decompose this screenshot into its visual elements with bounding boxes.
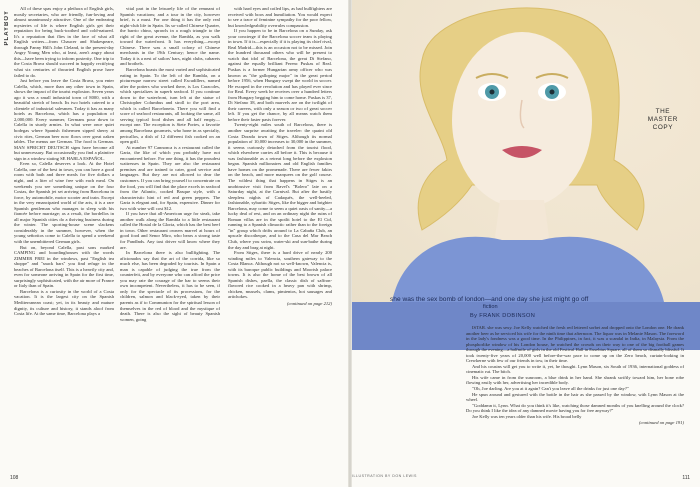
- page-number-right: 111: [682, 475, 690, 481]
- paragraph: At number 97 Cannonca is a restaurant called the Garia, the like of which you probably have not encountered before. For one thing, it has the proudest waitresses in Spain. They are also the restaurant premises and are trained to cater, good service and languages. But they are not allowed to dear the customers. If you can bring yourself to concentrate on the food, you will find that the place excels in seafood from the Atlantic, cooked Basque style, with a characteristic hint of red and green peppers. The Garia is elegant and, for Spain, expensive. Dinner for two with wine will cost $12.: [120, 144, 220, 211]
- title-line: COPY: [652, 124, 674, 131]
- paragraph: He spun around and gestured with the bottle in the hair as she passed by the window, with Lynn Mason at the wheel.: [466, 391, 684, 403]
- paragraph: If you have that all-American urge for steak, take another walk along the Rambla to a little restaurant called the Hostal de la Gloria, which has the best beef in town. Other restaurant owners marvel at hours of good food and Senor Miro, who bears a strong taste for Pandlnds. Any taxi driver will know where they are.: [120, 211, 220, 250]
- paragraph: Barcelona boasts the most varied and sophisticated eating in Spain. To the left of the Rambla, on a picturesque narrow street called Escudillers, named after the potters who worked there, is Los Caracoles, which specializes in superb seafood. If you continue down to the waterfront, turn left at the statue of Christopher Columbus and stroll to the port area, which is called Barceloneta. There you will find a score of seafood restaurants, all looking the same, all serving typical food dishes and all half empty—except one. The exception is Siete Portes, a favorite among Barcelona gourmets, who hone in as specialty, pericallos, a dish of 12 different fish cooked on an open grill.: [120, 67, 220, 145]
- paragraph: Just before you leave the Costa Brava, you enter Calella, which, more than any other town in Spain, shows the impact of the tourist explosion. Seven years ago it was a small industrial town of 8000, with a beautiful stretch of beach. Its two hotels catered to a clientele of industrial salesmen. Today it has as many hotels as Barcelona, which has a population of 2,000,000. Every summer, Germans pour down to Calella in sturdy armies. In what were once quiet bodegas where Spanish fishermen sipped sherry at civic rites, German beer now flows over great oaken tables. The menus are German. The food is German. MAN SPRICHT DEUTSCH signs have become all but unnecessary. But occasionally you find a plaintive sign in a window stating SE HABLA ESPAÑOL.: [14, 78, 114, 161]
- paragraph: Even so, Calella deserves a look. At the Hotel Calella, one of the best in town, you can have a good room with bath and three meals for five dollars a night, and a liter of wine free with each meal. On weekends you see something unique on the four Costas, the Spanish jet set arriving from Barcelona in force, by automobile, motor scooter and train. Except in the very emancipated world of the arts, it is a rare Spanish gentleman who manages to sleep with his fiancée before marriage; as a result, the bordellos in all major Spanish cities do a thriving business during the winter. The sporting-house scene slackens considerably in the summer, however, when the young señoritos come to Calella to spend a weekend with the unembittered German girls.: [14, 161, 114, 244]
- paragraph: vital part in the leisurely life of the remnant of Spanish vacations; and a tour in the city, however brief, is a must. For one thing it has the only real night-club life in Spain. Its so-called Chinese Quarter, the barrio chino, sprawls in a rough triangle to the right of the great avenue, the Rambla, as you walk toward the waterfront. It has everything—except Chinese. There was a small colony of Chinese merchants in the 19th Century; hence the name. Today it is a nest of sailors' bars, night clubs, cabarets and brothels.: [120, 6, 220, 67]
- story-title: [648, 108, 678, 132]
- title-line: THE: [655, 108, 671, 115]
- article-column-1: [14, 6, 114, 476]
- paragraph: "Goddamn it, Lynn. What do you think it's like, watching those damned months of you knelling around the clock? Do you think I like the idea of any damned movie having you for free anyway?": [466, 402, 684, 414]
- continued-note: (continued on page 212): [286, 300, 332, 306]
- paragraph: ISTAR. she was sexy. Joe Kelly watched the fresh red lettered sorbet and dropped onto the London one. He drank another beer as he serviced his wife for the ninth time that afternoon. The liquor was in Melanie Mason. The foreword in the lady's fondness was a good time. In the Philippines, in fact, it was a scandal in India, in Malaysia. From the phosphorlike window of his London house, he watched the crowds on their way to one of the big football games through the evening—a halfmile of girls in the old Festival Hall in Eusebius Square, all of them so dismally blissful. It took twenty-five years of 20,000 well before-the-war pace to come up on the Zero beach, curtain-looking in Crewkerne with few of our friends in tow, in their time.: [466, 325, 684, 364]
- left-pupil: [490, 90, 495, 95]
- right-pupil: [550, 90, 555, 95]
- paragraph: But on, beyond Calella, past sons marked CAMPING and boardinghouses with the words ZIMMER FREI in the windows, past "English tea shoppe" and "snack bars" you find refuge in the beaches of Barcelona itself. This is a heavily city and, even for someone arriving in Spain for the first time, surprisingly sophisticated, with the air more of France or Italy than of Spain.: [14, 244, 114, 289]
- continued-note: (continued on page 191): [638, 420, 684, 426]
- paragraph: In Barcelona there is also bullfighting. The aficionados say that the art of the corrida, like so much else, has been degraded by tourists. In Spain a man is capable of judging the true from the counterfeit, and by everyone who can afford the price you may rate the courage of the bar to seems their own incompetent. Nevertheless, it has to be seen, if only for the spectacle of its processions, for the children, salmon and black-eyed, taken by their parents as if to Communion for the spiritual lesson of themselves in the red of blood and the mystique of death. There is also the sight of beauty Spanish women, going: [120, 250, 220, 322]
- title-line: MASTER: [647, 116, 678, 123]
- paragraph: Joe Kelly was ten years older than his wife. His broad belly: [472, 413, 582, 419]
- byline: By FRANK DOBINSON: [470, 313, 536, 319]
- story-body: [466, 325, 684, 465]
- tagline: she was the sex bomb of london—and one day she just might go off: [390, 296, 589, 303]
- paragraph: Barcelona is a curiosity in the world of a Costa vacation. It is the largest city on the Spanish Mediterranean coast; yet, in its beauty and mature dignity, its culture and history, it stands aloof from Costa life. At the same time, Barcelona plays a: [14, 288, 114, 317]
- article-column-2: [120, 6, 220, 476]
- paragraph: with hard eyes and coiled lips, as bad bullfighters are received with boos and humiliation. You would expect to see a trace of feminine sympathy for the poor fellow, but knowledgeability overrules compassion.: [228, 6, 332, 28]
- illustration-credit: ILLUSTRATION BY DON LEWIS: [352, 474, 417, 478]
- running-head: PLAYBOY: [4, 10, 10, 46]
- page-number-left: 108: [10, 475, 19, 481]
- paragraph: And his cousins will get you to write it, yet, he thought. Lynn Mason, six South of 1936, international goddess of cinematic rut. The bitch.: [466, 363, 684, 375]
- paragraph: His wife came in from the sunroom, a blue drink in her hand. She shrank swiftly toward him, her bone robe flowing easily with her, advertising her incredible body.: [466, 374, 684, 386]
- article-column-3: [228, 6, 332, 476]
- paragraph: All of these spas enjoy a plethora of English girls, mostly secretaries, who are friendly, fun-loving and almost unanimously attractive. One of the endearing mysteries of life is where English girls get their reputation for being buck-toothed and cold-natured. It's a reputation that flies in the face of what all English writers—from Chaucer and Shakespeare, through Fanny Hill's John Cleland, to the present-day Angry Young Men who, at least, aren't angry about this—have been trying to inform posterity. One trip to the Costa Brava should succeed in happily rectifying what six centuries of thwarted English prose have failed to do.: [14, 6, 114, 78]
- paragraph: From Sitges, there is a hard drive of nearly 200 winding miles to Valencia, southern gateway to the Costa Blanca. Although not so well-known, Valencia is, with its baroque public buildings and Moorish palace towns. It is also the home of the best brown of all Spanish dishes, paella, the classic dish of saffron-flavored rice cooked in a heavy pan with shrimp, chicken, mussels, clams, pimientos, hot sausages and artichokes.: [228, 250, 332, 300]
- face: [452, 32, 592, 208]
- neck: [494, 200, 550, 245]
- paragraph: If you happen to be in Barcelona on a Sunday, ask your concierge if the Barcelona soccer team is playing in town. If it is—especially if it is playing its chief rival, Real Madrid—this is an occasion not to be missed. Join the hundred thousand others who will be present to watch that idol of Barcelona, the great Di Stefano, against the equally brilliant Ferenc Puskas of Real. Puskas is a former Hungarian army officer who was known as "the galloping major" in the great period before 1956, when Hungary swept the world in soccer. He escaped in the revolution and has played ever since for Real. Every week he receives over a hundred letters from Hungary begging him to come home. Puskas is 37, Di Stefano 38, and both marvels are on the twilight of their careers, with only a season or two of great soccer left. If you get the chance, by all means watch them before their faster pasts forever.: [228, 28, 332, 122]
- article-column-4: [352, 6, 460, 362]
- paragraph: Twenty-eight miles south of Barcelona, there is another surprise awaiting the traveler: the quaint old Costa Dorada town of Sitges. Although its normal population of 10,000 increases to 30,000 in the summer, it seems curiously detached from the tourist flood, which elsewhere carries all before it. This is because it was fashionable as a retreat long before the explosion began. Spanish millionaires and old English families have homes on the promenade. There are fewer fakirs on the beach, and more marquees on the golf course. The wildest thing that happens in Sitges is an unobtrusive visit from Ravel's "Bolero" late on a Saturday night, at the Carnival. But after the hastily sleepless nights of Cadaqués, the well-heeled, fashionable, sybaritic Sitges, like the bigger and brighter Barcelona, may come to seem a quiet oasis of sanity—a lucky deal of rest, and on an ordinary night the ruins of Roman villas are in the spotlit hotel to the El Cid, running to a Spanish climactic rather than to the foreign "in" group which drifts around to La Cabaña Club, an upscale discotheque, and to the Casa del Mar Beach Club, where you swim, water-ski and sun-bathe during the day and brag at night.: [228, 122, 332, 250]
- paragraph: "Oh, Joe darling. Are you at it again? Can't you leave all the drinks for just one day?": [472, 386, 629, 392]
- section-kicker: fiction: [483, 304, 498, 310]
